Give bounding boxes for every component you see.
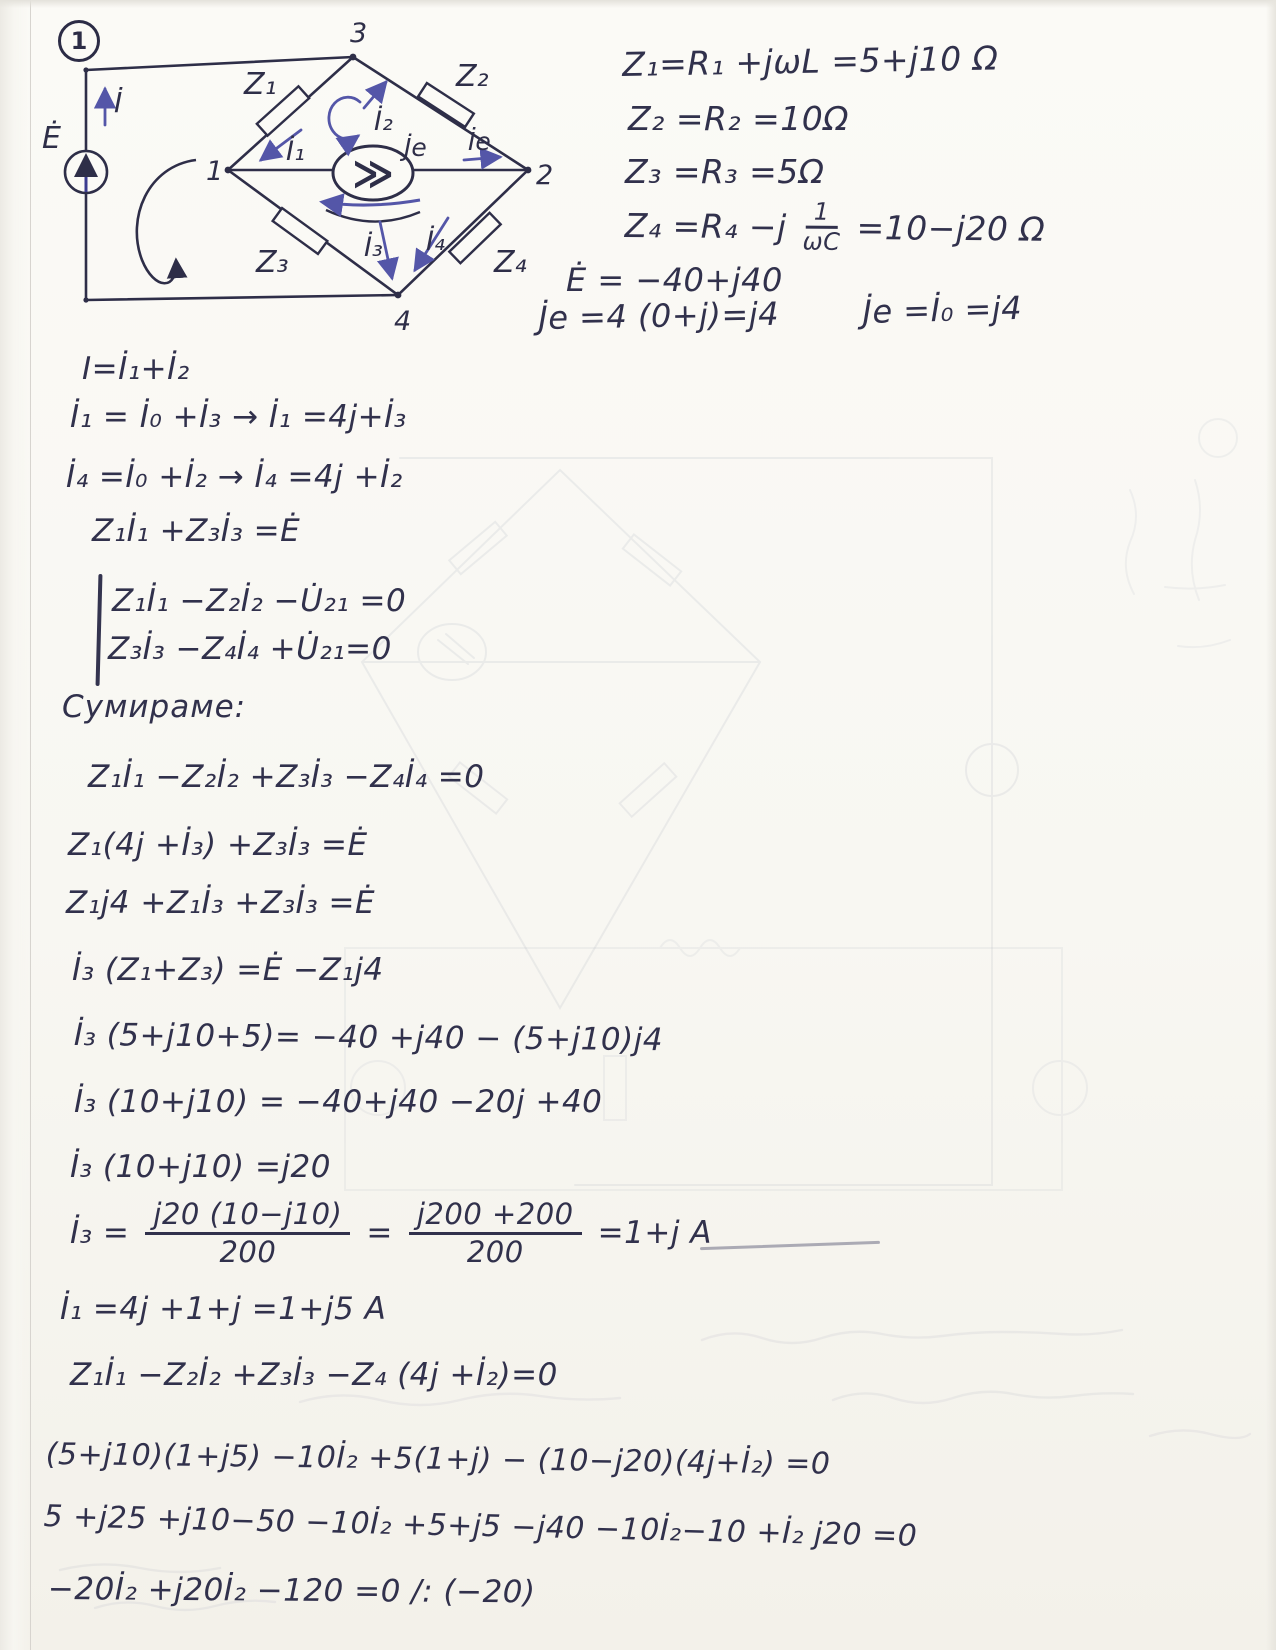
work-line: İ₃ (10+j10) = −40+j40 −20j +40	[74, 1084, 603, 1120]
work-line: (5+j10)(1+j5) −10İ₂ +5(1+j) − (10−j20)(4j+İ₂) =0	[45, 1437, 831, 1482]
impedance-label-z2: Z₂	[456, 59, 489, 94]
summing-label: Сумираме:	[62, 689, 247, 725]
fraction-mid: =	[366, 1215, 393, 1252]
given-z4-prefix: Z₄ =R₄ −j	[624, 205, 787, 247]
given-e: Ė = −40+j40	[566, 261, 783, 299]
work-line: Z₁İ₁ −Z₂İ₂ −U̇₂₁ =0	[112, 583, 407, 619]
given-z4-suffix: =10−j20 Ω	[856, 207, 1046, 249]
current-arrow-i2	[364, 82, 386, 108]
given-z1: Z₁=R₁ +jωL =5+j10 Ω	[621, 38, 999, 84]
current-arrow-ie	[464, 157, 500, 160]
work-line: İ₁ =4j +1+j =1+j5 A	[60, 1291, 387, 1327]
bridge-circuit-diagram	[28, 8, 590, 338]
current-label-ie: İe	[468, 127, 491, 156]
stray-pen-mark	[700, 1241, 880, 1250]
fraction-2	[409, 1198, 582, 1270]
node-label-3: 3	[350, 18, 368, 49]
current-label-i: İ	[114, 86, 123, 119]
current-label-i3: İ₃	[364, 232, 383, 263]
source-label-je: J̇e	[404, 133, 427, 162]
given-je: J̇e =4 (0+j)=j4	[537, 294, 780, 337]
work-line: −20İ₂ +j20İ₂ −120 =0 /: (−20)	[47, 1571, 536, 1611]
current-source-underline	[326, 210, 420, 222]
work-line: İ₃ (Z₁+Z₃) =Ė −Z₁j4	[72, 952, 384, 988]
fraction-denominator: 200	[466, 1235, 524, 1270]
current-curl-i2	[329, 97, 360, 139]
node-label-4: 4	[394, 306, 412, 337]
work-fraction-line	[70, 1198, 712, 1270]
given-je-alt: J̇e =İ₀ =j4	[861, 288, 1023, 331]
current-label-i2: İ₂	[374, 106, 393, 137]
work-line: 5 +j25 +j10−50 −10İ₂ +5+j5 −j40 −10İ₂−10 +İ₂ j20 =0	[43, 1499, 918, 1554]
fraction-denominator: 200	[219, 1235, 277, 1270]
work-line: I=İ₁+İ₂	[82, 351, 190, 387]
emf-label: Ė	[42, 121, 61, 156]
impedance-label-z3: Z₃	[256, 245, 289, 280]
node-label-1: 1	[206, 156, 224, 187]
fraction-denominator: ωC	[802, 227, 841, 257]
problem-number-badge: 1	[58, 20, 100, 62]
fraction-rhs: =1+j A	[597, 1215, 712, 1252]
work-line: Z₁(4j +İ₃) +Z₃İ₃ =Ė	[68, 827, 368, 863]
scan-top-edge	[0, 0, 1276, 8]
node-label-2: 2	[536, 160, 554, 191]
fraction-lhs: İ₃ =	[70, 1215, 130, 1252]
work-line: İ₁ = İ₀ +İ₃ → İ₁ =4j+İ₃	[70, 399, 407, 435]
fraction-1	[145, 1198, 350, 1270]
work-line: Z₁j4 +Z₁İ₃ +Z₃İ₃ =Ė	[66, 885, 376, 921]
fraction-numerator: j200 +200	[409, 1198, 582, 1235]
current-label-i1: İ₁	[286, 136, 305, 167]
scan-left-edge	[0, 0, 31, 1650]
given-z3: Z₃ =R₃ =5Ω	[625, 152, 825, 191]
work-line: Z₁İ₁ −Z₂İ₂ +Z₃İ₃ −Z₄ (4j +İ₂)=0	[70, 1357, 558, 1393]
given-z4	[625, 198, 1046, 257]
impedance-label-z4: Z₄	[494, 245, 527, 280]
work-line: İ₃ (5+j10+5)= −40 +j40 − (5+j10)j4	[73, 1017, 664, 1059]
given-z4-fraction	[802, 197, 841, 257]
work-line: Z₁İ₁ +Z₃İ₃ =Ė	[92, 513, 301, 549]
current-source-symbol: ≫	[352, 151, 394, 197]
impedance-label-z1: Z₁	[244, 67, 277, 102]
work-line: İ₃ (10+j10) =j20	[70, 1149, 331, 1185]
work-line: İ₄ =İ₀ +İ₂ → İ₄ =4j +İ₂	[66, 459, 403, 495]
fraction-numerator: 1	[806, 200, 838, 229]
scan-right-edge	[1266, 0, 1276, 1650]
work-line: Z₁İ₁ −Z₂İ₂ +Z₃İ₃ −Z₄İ₄ =0	[88, 759, 485, 795]
equation-system-bar	[96, 574, 103, 686]
fraction-numerator: j20 (10−j10)	[145, 1198, 350, 1235]
work-line: Z₃İ₃ −Z₄İ₄ +U̇₂₁=0	[108, 631, 392, 667]
given-z2: Z₂ =R₂ =10Ω	[628, 99, 849, 138]
current-label-i4: İ₄	[426, 226, 445, 257]
